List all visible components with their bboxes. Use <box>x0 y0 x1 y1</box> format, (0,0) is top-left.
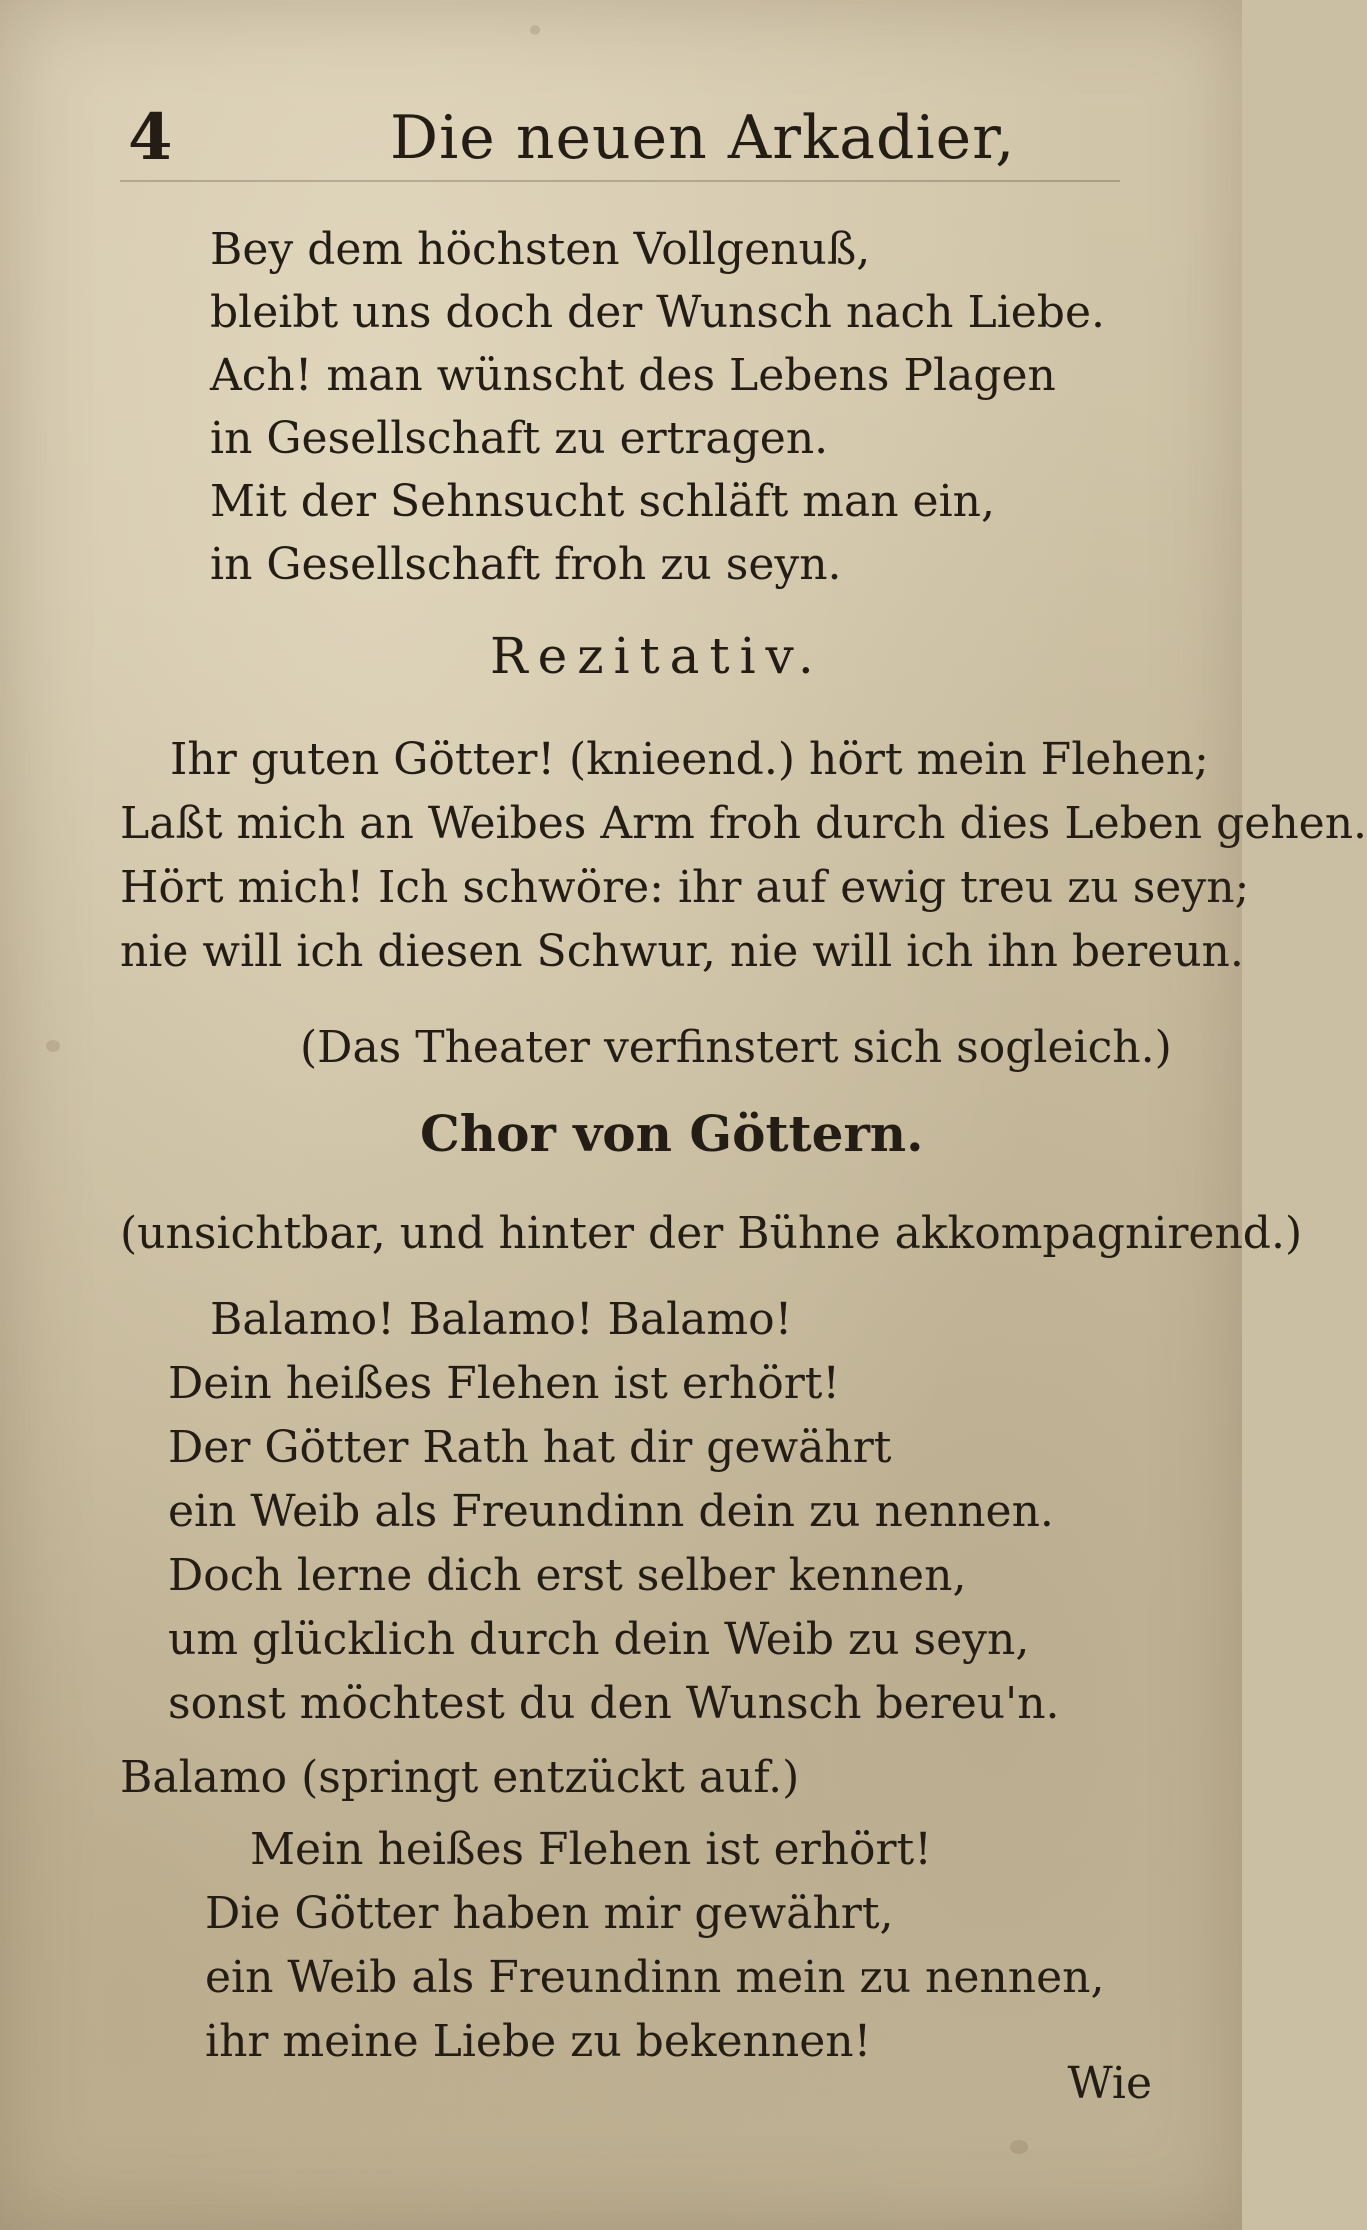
verse-line: Bey dem höchsten Vollgenuß, <box>210 224 871 275</box>
verse-line: Ach! man wünscht des Lebens Plagen <box>210 350 1056 401</box>
verse-line: bleibt uns doch der Wunsch nach Liebe. <box>210 287 1105 338</box>
recitative-line: Ihr guten Götter! (knieend.) hört mein Flehen; <box>170 734 1209 785</box>
verse-line: in Gesellschaft froh zu seyn. <box>210 539 842 590</box>
balamo-line: Die Götter haben mir gewährt, <box>205 1888 894 1939</box>
chorus-line: um glücklich durch dein Weib zu seyn, <box>168 1614 1030 1665</box>
running-title: Die neuen Arkadier, <box>390 103 1016 173</box>
verse-line: Mit der Sehnsucht schläft man ein, <box>210 476 995 527</box>
chorus-line: Doch lerne dich erst selber kennen, <box>168 1550 967 1601</box>
ink-blot <box>530 25 540 35</box>
recitative-line: Laßt mich an Weibes Arm froh durch dies Leben gehen. <box>120 798 1367 849</box>
balamo-line: Mein heißes Flehen ist erhört! <box>250 1824 932 1875</box>
page-number: 4 <box>128 100 173 175</box>
verse-line: in Gesellschaft zu ertragen. <box>210 413 829 464</box>
stage-direction: (unsichtbar, und hinter der Bühne akkompagnirend.) <box>120 1208 1303 1259</box>
recitative-line: nie will ich diesen Schwur, nie will ich ihn bereun. <box>120 926 1244 977</box>
stage-direction: (Das Theater verfinstert sich sogleich.) <box>300 1022 1172 1073</box>
recitative-heading: Rezitativ. <box>490 627 824 685</box>
chorus-line: ein Weib als Freundinn dein zu nennen. <box>168 1486 1054 1537</box>
chorus-heading: Chor von Göttern. <box>420 1104 924 1163</box>
balamo-line: ihr meine Liebe zu bekennen! <box>205 2016 872 2067</box>
chorus-line: Balamo! Balamo! Balamo! <box>210 1294 793 1345</box>
speaker-line: Balamo (springt entzückt auf.) <box>120 1752 800 1803</box>
chorus-line: Der Götter Rath hat dir gewährt <box>168 1422 892 1473</box>
chorus-line: Dein heißes Flehen ist erhört! <box>168 1358 841 1409</box>
catchword: Wie <box>1067 2058 1152 2109</box>
chorus-line: sonst möchtest du den Wunsch bereu'n. <box>168 1678 1060 1729</box>
running-header <box>110 98 1110 178</box>
header-rule <box>120 180 1120 182</box>
recitative-line: Hört mich! Ich schwöre: ihr auf ewig treu zu seyn; <box>120 862 1250 913</box>
ink-blot <box>46 1040 60 1052</box>
balamo-line: ein Weib als Freundinn mein zu nennen, <box>205 1952 1105 2003</box>
ink-blot <box>1010 2140 1028 2154</box>
